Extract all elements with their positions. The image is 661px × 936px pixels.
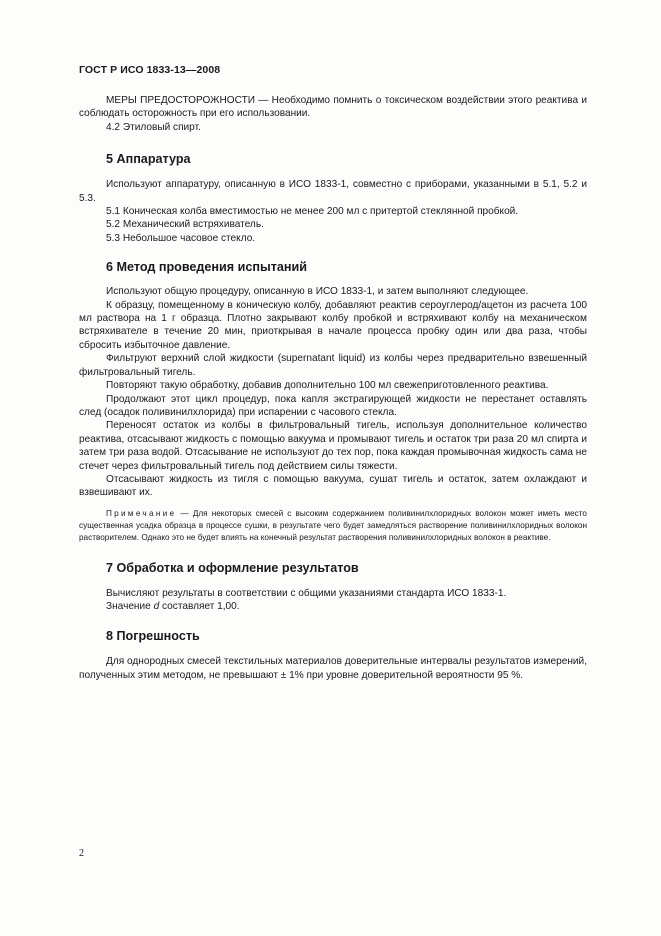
precaution-paragraph: МЕРЫ ПРЕДОСТОРОЖНОСТИ — Необходимо помнить о токсическом воздействии этого реактива и соблюдать осторожность при его использовании. <box>79 95 587 120</box>
section-heading: 8 Погрешность <box>106 629 200 644</box>
paragraph: Отсасывают жидкость из тигля с помощью вакуума, сушат тигель и остаток, затем охлаждают и взвешивают их. <box>79 473 587 499</box>
section-heading: 7 Обработка и оформление результатов <box>106 560 359 575</box>
note-text: — Для некоторых смесей с высоким содержанием поливинилхлоридных волокон может иметь место существенная усадка образца в процессе сушки, в результате чего будет замедляться растворение поливинилхлоридных волокон растворителем. Однако это не будет влиять на конечный результат растворения поливинилхлоридных волокон в реактиве. <box>79 508 587 543</box>
list-item: 5.2 Механический встряхиватель. <box>106 219 264 231</box>
paragraph: Повторяют такую обработку, добавив дополнительно 100 мл свежеприготовленного реактива. <box>106 380 549 392</box>
note-paragraph <box>79 508 587 545</box>
paragraph: Фильтруют верхний слой жидкости (supernatant liquid) из колбы через предварительно взвешенный фильтровальный тигель. <box>79 353 587 378</box>
note-label: Примечание <box>106 508 177 518</box>
text-fragment: Значение <box>106 601 154 613</box>
paragraph: Вычисляют результаты в соответствии с общими указаниями стандарта ИСО 1833-1. <box>106 587 507 599</box>
text-fragment: составляет 1,00. <box>159 601 240 613</box>
page-number: 2 <box>79 848 84 859</box>
section-heading: 6 Метод проведения испытаний <box>106 260 307 275</box>
list-item: 5.1 Коническая колба вместимостью не менее 200 мл с притертой стеклянной пробкой. <box>106 206 519 218</box>
paragraph: Продолжают этот цикл процедур, пока капля экстрагирующей жидкости не перестанет оставлять след (осадок поливинилхлорида) при испарении с часового стекла. <box>79 393 587 418</box>
variable-d: d <box>153 601 160 613</box>
paragraph: К образцу, помещенному в коническую колбу, добавляют реактив сероуглерод/ацетон из расчета 100 мл раствора на 1 г образца. Плотно закрывают колбу пробкой и встряхивают колбу на механическом встряхивателе в течение 20 мин, приоткрывая в начале процесса пробку один или два раза, чтобы сбросить избыточное давление. <box>79 299 587 351</box>
paragraph: Для однородных смесей текстильных материалов доверительные интервалы результатов измерений, полученных этим методом, не превышают ± 1% при уровне доверительной вероятности 95 %. <box>79 656 587 681</box>
document-body <box>79 94 587 682</box>
list-item: 5.3 Небольшое часовое стекло. <box>106 232 256 244</box>
paragraph <box>79 600 587 613</box>
paragraph: Используют общую процедуру, описанную в ИСО 1833-1, и затем выполняют следующее. <box>106 286 529 298</box>
section-heading: 5 Аппаратура <box>106 152 191 167</box>
paragraph: Используют аппаратуру, описанную в ИСО 1833-1, совместно с приборами, указанными в 5.1, 5.2 и 5.3. <box>79 179 587 204</box>
paragraph: Переносят остаток из колбы в фильтровальный тигель, используя дополнительное количество реактива, отсасывают жидкость с помощью вакуума и промывают тигель и остаток три раза 20 мл спирта и затем три раза водой. Отсасывание не используют до тех пор, пока каждая промывочная жидкость сама не стечет через фильтровальный тигель под действием силы тяжести. <box>79 420 587 472</box>
document-header: ГОСТ Р ИСО 1833-13—2008 <box>79 64 221 76</box>
list-item: 4.2 Этиловый спирт. <box>106 121 201 133</box>
